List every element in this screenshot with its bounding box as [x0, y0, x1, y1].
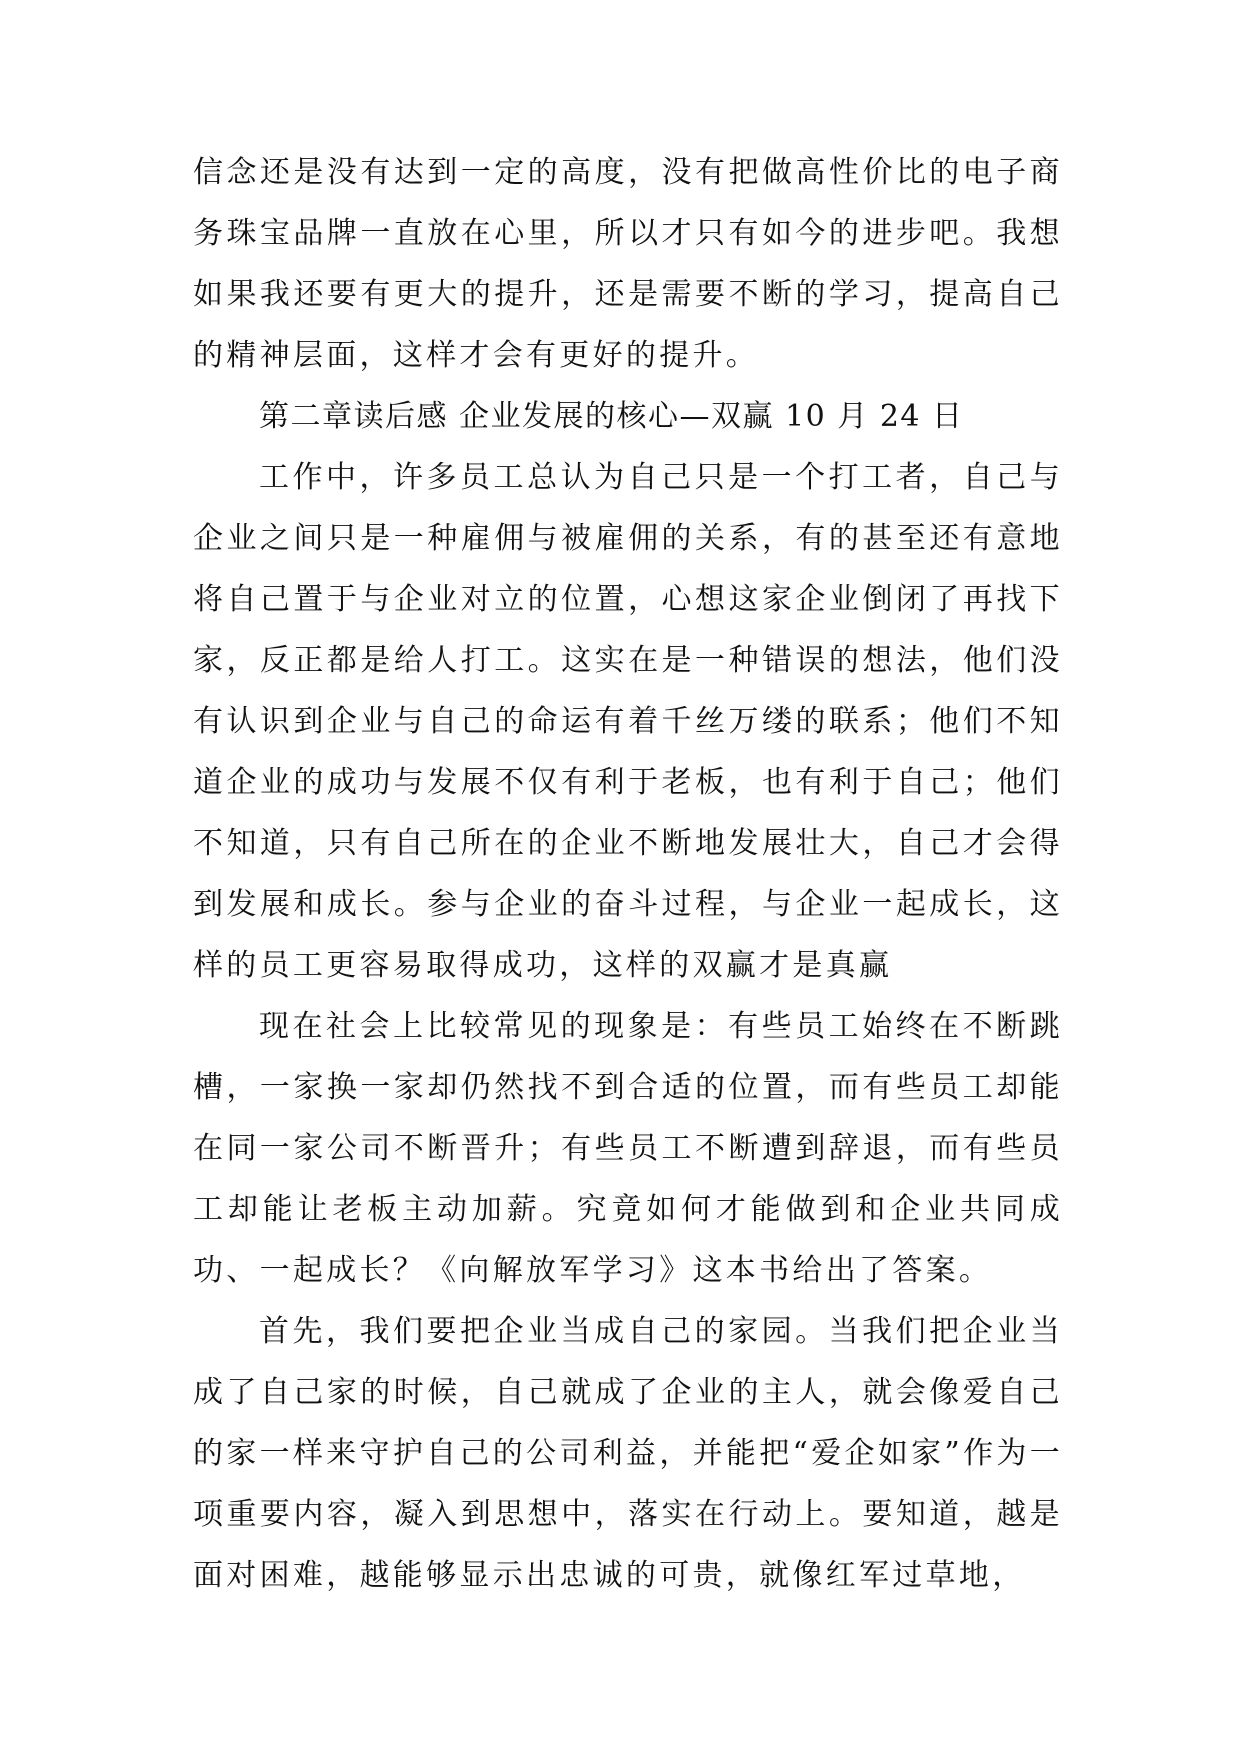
paragraph-workers: 工作中，许多员工总认为自己只是一个打工者，自己与企业之间只是一种雇佣与被雇佣的关系，有的甚至还有意地将自己置于与企业对立的位置，心想这家企业倒闭了再找下家，反正都是给人打工。这实在是一种错误的想法，他们没有认识到企业与自己的命运有着千丝万缕的联系；他们不知道企业的成功与发展不仅有利于老板，也有利于自己；他们不知道，只有自己所在的企业不断地发展壮大，自己才会得到发展和成长。参与企业的奋斗过程，与企业一起成长，这样的员工更容易取得成功，这样的双赢才是真赢: [193, 460, 1063, 983]
section-heading: 第二章读后感 企业发展的核心—双赢 10 月 24 日: [259, 399, 964, 434]
document-body: [193, 142, 1063, 1606]
paragraph-continuation: 信念还是没有达到一定的高度，没有把做高性价比的电子商务珠宝品牌一直放在心里，所以才只有如今的进步吧。我想如果我还要有更大的提升，还是需要不断的学习，提高自己的精神层面，这样才会有更好的提升。: [193, 155, 1063, 373]
paragraph-phenomenon: 现在社会上比较常见的现象是：有些员工始终在不断跳槽，一家换一家却仍然找不到合适的位置，而有些员工却能在同一家公司不断晋升；有些员工不断遭到辞退，而有些员工却能让老板主动加薪。究竟如何才能做到和企业共同成功、一起成长？《向解放军学习》这本书给出了答案。: [193, 1009, 1063, 1288]
paragraph-first: 首先，我们要把企业当成自己的家园。当我们把企业当成了自己家的时候，自己就成了企业的主人，就会像爱自己的家一样来守护自己的公司利益，并能把“爱企如家”作为一项重要内容，凝入到思想中，落实在行动上。要知道，越是面对困难，越能够显示出忠诚的可贵，就像红军过草地，: [193, 1314, 1063, 1593]
